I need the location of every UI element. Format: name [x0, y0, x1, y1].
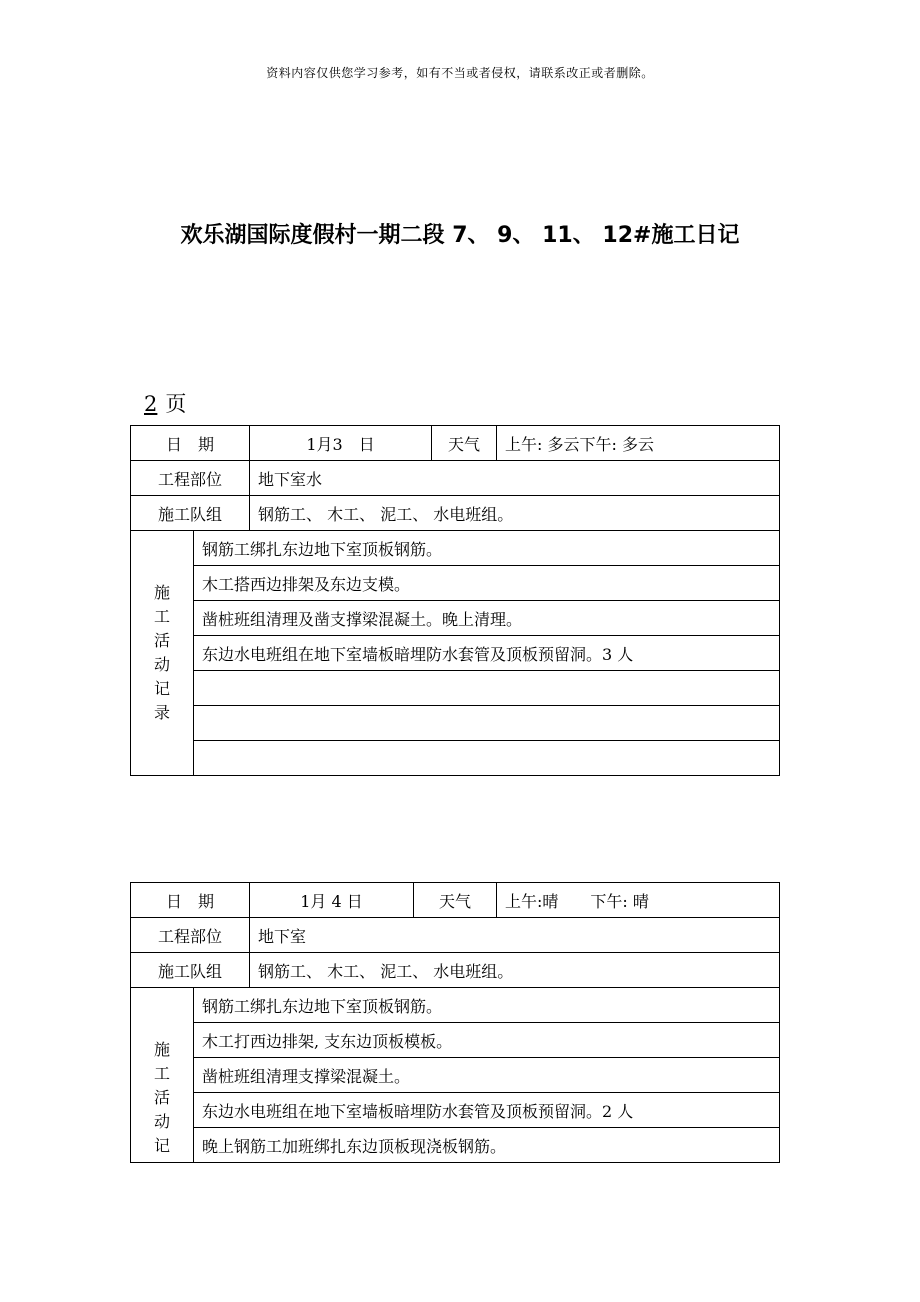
date-label: 日 期: [131, 883, 250, 918]
record-row: [131, 1058, 780, 1093]
record-row: [131, 1128, 780, 1163]
page-number: [138, 388, 186, 418]
activity-label-char: 记: [153, 1136, 170, 1155]
diary-entry-table: [130, 882, 780, 1163]
weather-value: 上午:晴 下午: 晴: [497, 883, 780, 918]
activity-record-label: [131, 988, 194, 1163]
record-line: 晚上钢筋工加班绑扎东边顶板现浇板钢筋。: [194, 1128, 780, 1163]
header-note: 资料内容仅供您学习参考，如有不当或者侵权，请联系改正或者删除。: [266, 66, 654, 80]
team-label: 施工队组: [131, 953, 250, 988]
record-line: 钢筋工绑扎东边地下室顶板钢筋。: [194, 988, 780, 1023]
activity-label-char: 动: [153, 1112, 170, 1131]
record-line: 凿桩班组清理支撑梁混凝土。: [194, 1058, 780, 1093]
activity-label-char: 工: [153, 607, 170, 626]
record-row: [131, 636, 780, 671]
location-label: 工程部位: [131, 461, 250, 496]
team-row: [131, 496, 780, 531]
date-value: 1月3 日: [250, 426, 432, 461]
date-weather-row: [131, 426, 780, 461]
activity-label-char: 施: [153, 583, 170, 602]
page-number-suffix: 页: [165, 392, 187, 416]
record-row: [131, 988, 780, 1023]
activity-label-char: 录: [153, 703, 170, 722]
date-label: 日 期: [131, 426, 250, 461]
document-title: 欢乐湖国际度假村一期二段 7、 9、 11、 12#施工日记: [180, 223, 740, 248]
activity-label-char: 动: [153, 655, 170, 674]
record-row: [131, 706, 780, 741]
date-weather-row: [131, 883, 780, 918]
record-row: [131, 671, 780, 706]
location-row: [131, 461, 780, 496]
record-line: [194, 741, 780, 776]
record-line: 东边水电班组在地下室墙板暗埋防水套管及顶板预留洞。2 人: [194, 1093, 780, 1128]
record-line: 钢筋工绑扎东边地下室顶板钢筋。: [194, 531, 780, 566]
activity-label-char: 活: [153, 631, 170, 650]
weather-value: 上午: 多云下午: 多云: [497, 426, 780, 461]
team-value: 钢筋工、 木工、 泥工、 水电班组。: [250, 953, 780, 988]
record-line: 凿桩班组清理及凿支撑梁混凝土。晚上清理。: [194, 601, 780, 636]
record-row: [131, 531, 780, 566]
record-line: [194, 671, 780, 706]
date-value: 1月 4 日: [250, 883, 414, 918]
team-label: 施工队组: [131, 496, 250, 531]
activity-label-char: 工: [153, 1064, 170, 1083]
activity-label-char: 施: [153, 1040, 170, 1059]
record-row: [131, 1023, 780, 1058]
diary-entry-table: [130, 425, 780, 776]
location-label: 工程部位: [131, 918, 250, 953]
record-line: 木工搭西边排架及东边支模。: [194, 566, 780, 601]
team-value: 钢筋工、 木工、 泥工、 水电班组。: [250, 496, 780, 531]
record-row: [131, 1093, 780, 1128]
activity-label-char: 记: [153, 679, 170, 698]
record-row: [131, 601, 780, 636]
record-row: [131, 741, 780, 776]
team-row: [131, 953, 780, 988]
record-row: [131, 566, 780, 601]
record-line: 东边水电班组在地下室墙板暗埋防水套管及顶板预留洞。3 人: [194, 636, 780, 671]
weather-label: 天气: [432, 426, 497, 461]
location-value: 地下室: [250, 918, 780, 953]
page-number-value: 2: [144, 392, 158, 416]
record-line: [194, 706, 780, 741]
location-value: 地下室水: [250, 461, 780, 496]
activity-record-label: [131, 531, 194, 776]
record-line: 木工打西边排架, 支东边顶板模板。: [194, 1023, 780, 1058]
weather-label: 天气: [414, 883, 497, 918]
activity-label-char: 活: [153, 1088, 170, 1107]
location-row: [131, 918, 780, 953]
